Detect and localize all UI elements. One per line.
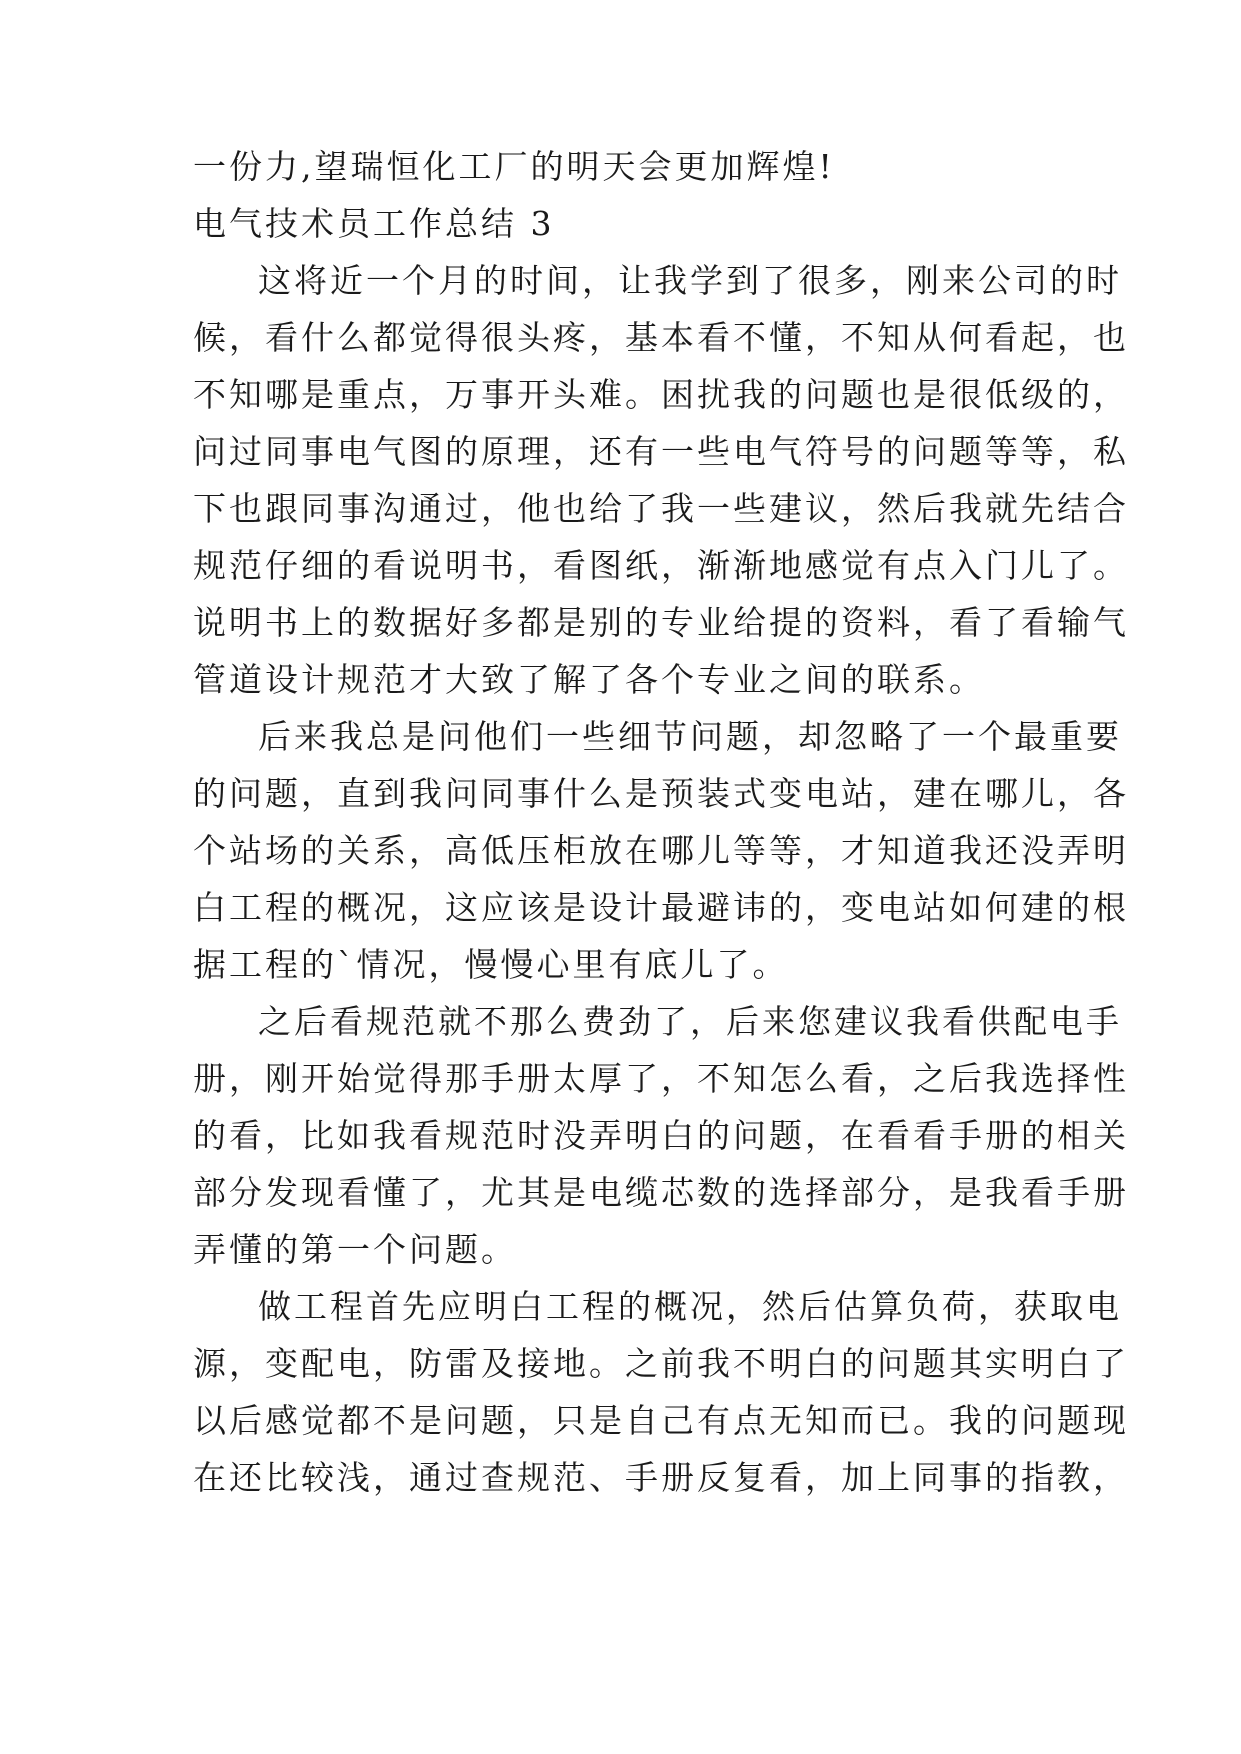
paragraph-1-line-1: 这将近一个月的时间，让我学到了很多，刚来公司的时 xyxy=(258,261,1122,300)
closing-sentence: 一份力,望瑞恒化工厂的明天会更加辉煌! xyxy=(193,147,835,186)
paragraph-1-line-7: 说明书上的数据好多都是别的专业给提的资料，看了看输气 xyxy=(193,603,1129,642)
paragraph-1-line-5: 下也跟同事沟通过，他也给了我一些建议，然后我就先结合 xyxy=(193,489,1129,528)
section-heading: 电气技术员工作总结 3 xyxy=(193,204,555,243)
paragraph-1-line-3: 不知哪是重点，万事开头难。困扰我的问题也是很低级的， xyxy=(193,375,1129,414)
paragraph-4-line-3: 以后感觉都不是问题，只是自己有点无知而已。我的问题现 xyxy=(193,1401,1129,1440)
paragraph-1-line-2: 候，看什么都觉得很头疼，基本看不懂，不知从何看起，也 xyxy=(193,318,1129,357)
paragraph-4-line-2: 源，变配电，防雷及接地。之前我不明白的问题其实明白了 xyxy=(193,1344,1129,1383)
paragraph-4-line-4: 在还比较浅，通过查规范、手册反复看，加上同事的指教， xyxy=(193,1458,1129,1497)
paragraph-2-line-3: 个站场的关系，高低压柜放在哪儿等等，才知道我还没弄明 xyxy=(193,831,1129,870)
paragraph-1-line-4: 问过同事电气图的原理，还有一些电气符号的问题等等，私 xyxy=(193,432,1129,471)
paragraph-3-line-1: 之后看规范就不那么费劲了，后来您建议我看供配电手 xyxy=(258,1002,1122,1041)
paragraph-1-line-6: 规范仔细的看说明书，看图纸，渐渐地感觉有点入门儿了。 xyxy=(193,546,1129,585)
paragraph-2-line-2: 的问题，直到我问同事什么是预装式变电站，建在哪儿，各 xyxy=(193,774,1129,813)
paragraph-3-line-4: 部分发现看懂了，尤其是电缆芯数的选择部分，是我看手册 xyxy=(193,1173,1129,1212)
paragraph-3-line-5: 弄懂的第一个问题。 xyxy=(193,1230,517,1269)
paragraph-2-line-1: 后来我总是问他们一些细节问题，却忽略了一个最重要 xyxy=(258,717,1122,756)
paragraph-3-line-2: 册，刚开始觉得那手册太厚了，不知怎么看，之后我选择性 xyxy=(193,1059,1129,1098)
paragraph-2-line-5: 据工程的`情况，慢慢心里有底儿了。 xyxy=(193,945,789,984)
paragraph-1-line-8: 管道设计规范才大致了解了各个专业之间的联系。 xyxy=(193,660,985,699)
paragraph-3-line-3: 的看，比如我看规范时没弄明白的问题，在看看手册的相关 xyxy=(193,1116,1129,1155)
paragraph-4-line-1: 做工程首先应明白工程的概况，然后估算负荷，获取电 xyxy=(258,1287,1122,1326)
paragraph-2-line-4: 白工程的概况，这应该是设计最避讳的，变电站如何建的根 xyxy=(193,888,1129,927)
